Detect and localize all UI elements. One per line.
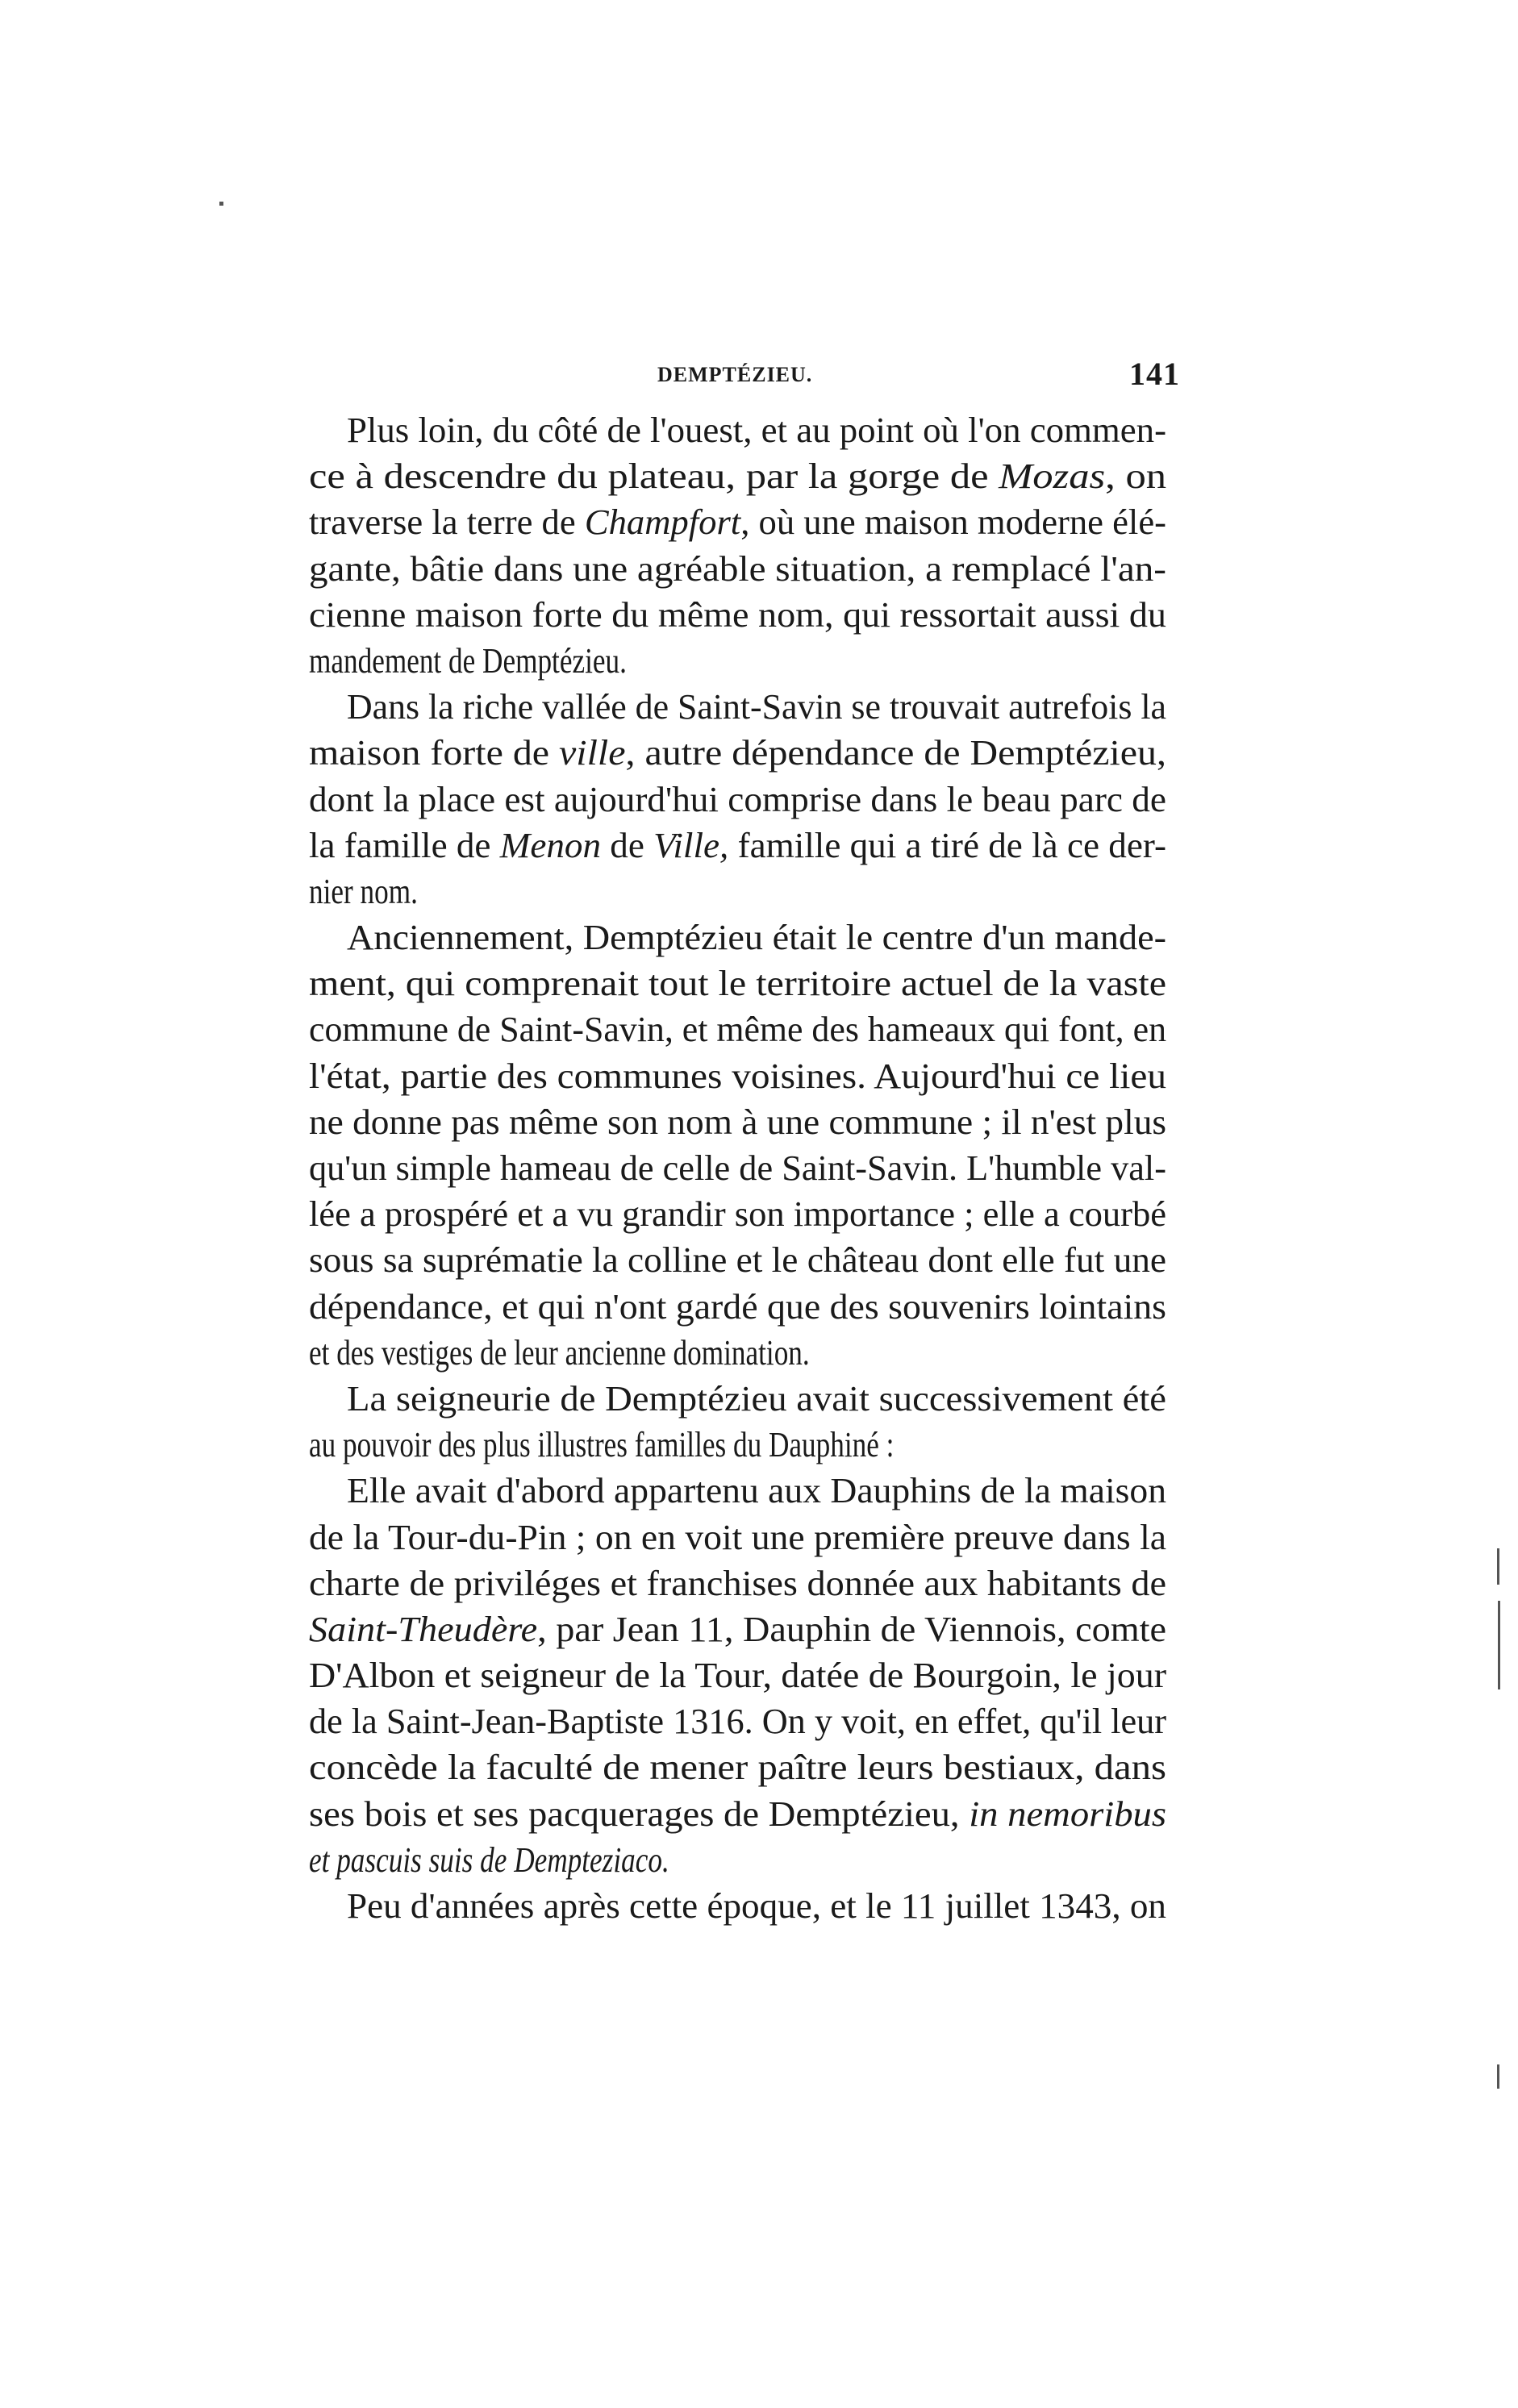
text-segment: ce à descendre du plateau, par la gorge de xyxy=(309,456,999,497)
body-text xyxy=(309,407,1166,1929)
text-line xyxy=(309,1053,1166,1099)
text-segment: de la Tour-du-Pin ; on en voit une première preuve dans la xyxy=(309,1517,1166,1557)
text-line-content xyxy=(309,1099,1166,1145)
text-segment: Peu d'années après cette époque, et le 11 juillet 1343, on xyxy=(347,1886,1166,1926)
text-line-content xyxy=(309,1698,1166,1744)
italic-text: ville xyxy=(559,733,626,773)
text-line xyxy=(309,1006,1166,1052)
text-line xyxy=(309,869,1166,914)
text-line-content xyxy=(309,730,1166,776)
page-number: 141 xyxy=(1129,356,1180,392)
text-line-content xyxy=(347,914,1166,960)
text-segment: de xyxy=(601,825,654,865)
text-segment: nier nom. xyxy=(309,871,418,911)
text-line-content xyxy=(309,960,1166,1006)
text-line xyxy=(309,1837,1166,1883)
text-line xyxy=(309,914,1166,960)
text-segment: cienne maison forte du même nom, qui ressortait aussi du xyxy=(309,594,1166,635)
text-line xyxy=(309,1606,1166,1652)
text-line-content xyxy=(309,869,418,914)
text-line xyxy=(309,1791,1166,1837)
text-line xyxy=(309,777,1166,823)
text-segment: maison forte de xyxy=(309,733,560,773)
text-segment: La seigneurie de Demptézieu avait successivement été xyxy=(347,1378,1166,1419)
text-line xyxy=(309,1099,1166,1145)
text-segment: la famille de xyxy=(309,825,500,865)
text-segment: ment, qui comprenait tout le territoire actuel de la vaste xyxy=(309,964,1166,1004)
text-segment: Elle avait d'abord appartenu aux Dauphins de la maison xyxy=(347,1471,1166,1511)
text-line-content xyxy=(347,684,1166,730)
text-line xyxy=(309,592,1166,638)
text-segment: Anciennement, Demptézieu était le centre d'un mande- xyxy=(347,918,1166,958)
text-segment: Plus loin, du côté de l'ouest, et au point où l'on commen- xyxy=(347,410,1166,450)
text-segment: au pouvoir des plus illustres familles du Dauphiné : xyxy=(309,1425,895,1465)
text-line-content xyxy=(309,1606,1166,1652)
text-line xyxy=(309,499,1166,545)
text-segment: Dans la riche vallée de Saint-Savin se trouvait autrefois la xyxy=(347,687,1166,727)
text-line xyxy=(309,823,1166,869)
text-line-content xyxy=(309,1744,1166,1790)
text-line xyxy=(309,684,1166,730)
text-segment: sous sa suprématie la colline et le château dont elle fut une xyxy=(309,1240,1166,1281)
text-line xyxy=(309,960,1166,1006)
text-line xyxy=(309,1698,1166,1744)
scan-mark xyxy=(1497,1548,1499,1585)
text-line-content xyxy=(309,592,1166,638)
text-line xyxy=(309,638,1166,684)
text-line xyxy=(309,1883,1166,1929)
text-segment: dont la place est aujourd'hui comprise dans le beau parc de xyxy=(309,779,1166,819)
text-line xyxy=(309,453,1166,499)
text-line xyxy=(309,546,1166,592)
italic-text: Menon xyxy=(499,825,602,865)
text-line xyxy=(309,1284,1166,1330)
text-segment: charte de priviléges et franchises donnée aux habitants de xyxy=(309,1563,1166,1603)
text-line-content xyxy=(309,453,1166,499)
text-line-content xyxy=(309,823,1166,869)
italic-text: Mozas xyxy=(999,456,1106,497)
text-line-content xyxy=(347,1468,1166,1514)
text-line-content xyxy=(309,1514,1166,1560)
italic-text: Champfort xyxy=(584,502,741,543)
text-line-content xyxy=(309,1191,1166,1237)
text-line-content xyxy=(309,499,1166,545)
text-line-content xyxy=(309,1006,1166,1052)
text-line-content xyxy=(309,1560,1166,1606)
text-line xyxy=(309,1191,1166,1237)
text-line-content xyxy=(347,1376,1166,1422)
italic-text: Ville, xyxy=(653,825,729,865)
text-segment: D'Albon et seigneur de la Tour, datée de Bourgoin, le jour xyxy=(309,1656,1166,1696)
text-segment: , par Jean 11, Dauphin de Viennois, comte xyxy=(537,1609,1166,1649)
text-line-content xyxy=(309,546,1166,592)
text-segment: lée a prospéré et a vu grandir son importance ; elle a courbé xyxy=(309,1194,1166,1235)
text-segment: de la Saint-Jean-Baptiste 1316. On y voit, en effet, qu'il leur xyxy=(309,1702,1166,1742)
text-segment: l'état, partie des communes voisines. Aujourd'hui ce lieu xyxy=(309,1056,1166,1096)
text-segment: ses bois et ses pacquerages de Demptézieu, xyxy=(309,1794,970,1834)
text-line-content xyxy=(347,1883,1166,1929)
text-segment: , autre dépendance de Demptézieu, xyxy=(625,733,1166,773)
italic-text: in nemoribus xyxy=(969,1794,1166,1834)
text-line-content xyxy=(309,638,627,684)
text-line-content xyxy=(347,407,1166,453)
text-segment: dépendance, et qui n'ont gardé que des souvenirs lointains xyxy=(309,1286,1166,1327)
text-segment: ne donne pas même son nom à une commune ; il n'est plus xyxy=(309,1102,1166,1142)
text-line xyxy=(309,1744,1166,1790)
text-line xyxy=(309,1422,1166,1468)
text-line-content xyxy=(309,1145,1166,1191)
scan-mark xyxy=(1498,1601,1500,1689)
text-line-content xyxy=(309,1837,669,1883)
text-line xyxy=(309,1560,1166,1606)
text-line-content xyxy=(309,1422,894,1468)
text-line xyxy=(309,1376,1166,1422)
scan-mark xyxy=(219,202,223,206)
text-line-content xyxy=(309,777,1166,823)
text-segment: , on xyxy=(1105,456,1166,497)
text-segment: , où une maison moderne élé- xyxy=(740,502,1166,543)
text-line xyxy=(309,407,1166,453)
text-line xyxy=(309,730,1166,776)
text-line xyxy=(309,1652,1166,1698)
text-line-content xyxy=(309,1053,1166,1099)
text-segment: commune de Saint-Savin, et même des hameaux qui font, en xyxy=(309,1010,1166,1050)
text-line xyxy=(309,1145,1166,1191)
text-line xyxy=(309,1468,1166,1514)
text-segment: et des vestiges de leur ancienne domination. xyxy=(309,1332,810,1373)
text-segment: qu'un simple hameau de celle de Saint-Savin. L'humble val- xyxy=(309,1148,1166,1188)
text-segment: gante, bâtie dans une agréable situation, a remplacé l'an- xyxy=(309,548,1166,589)
text-segment: concède la faculté de mener paître leurs bestiaux, dans xyxy=(309,1748,1166,1788)
italic-text: Saint-Theudère xyxy=(309,1609,538,1649)
italic-text: et pascuis suis de Dempteziaco. xyxy=(309,1839,669,1880)
text-line-content xyxy=(309,1237,1166,1283)
text-line-content xyxy=(309,1284,1166,1330)
text-line-content xyxy=(309,1652,1166,1698)
text-line-content xyxy=(309,1330,810,1376)
text-line-content xyxy=(309,1791,1166,1837)
text-line xyxy=(309,1330,1166,1376)
running-head: DEMPTÉZIEU. xyxy=(657,363,813,386)
text-line xyxy=(309,1514,1166,1560)
scan-mark xyxy=(1497,2064,1499,2089)
text-line xyxy=(309,1237,1166,1283)
text-segment: mandement de Demptézieu. xyxy=(309,640,627,681)
text-segment: traverse la terre de xyxy=(309,502,585,543)
text-segment: famille qui a tiré de là ce der- xyxy=(728,825,1166,865)
